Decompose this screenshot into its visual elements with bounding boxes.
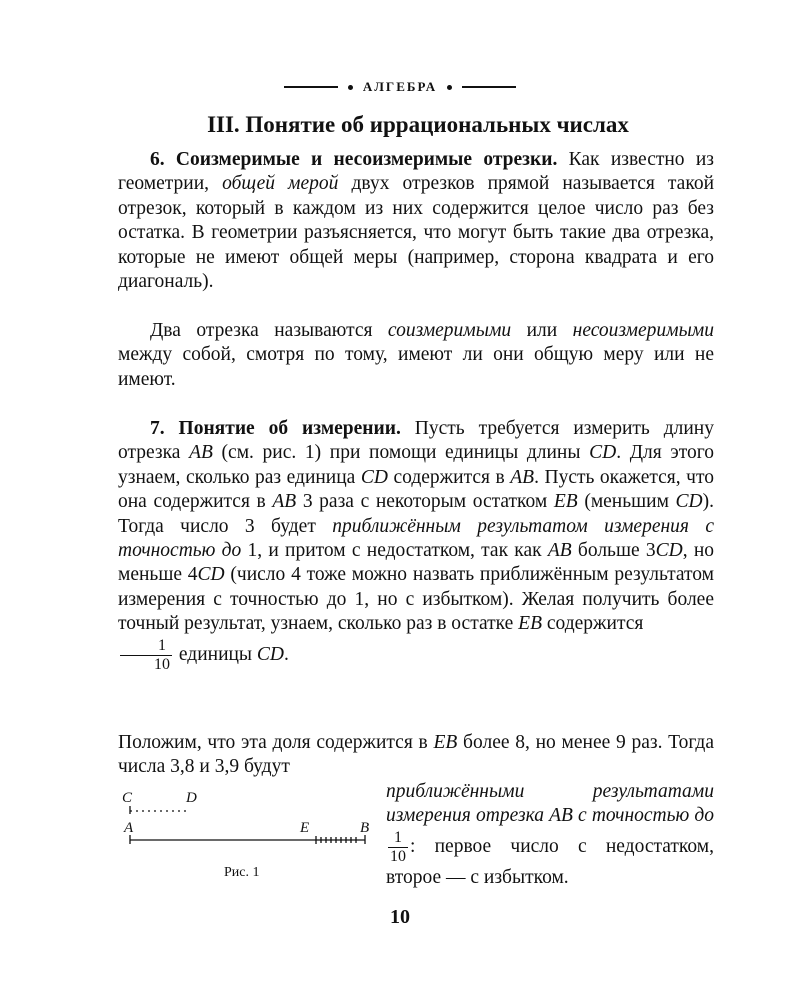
text-run: единицы [174, 643, 257, 665]
term-commensurable: соизмеримыми [387, 320, 512, 341]
text-run: более 8, но менее 9 раз. Тогда числа 3,8 и 3,9 будут [118, 732, 714, 778]
page-number: 10 [390, 906, 410, 928]
segment-cd: CD [256, 643, 285, 665]
text-run: двух отрезков прямой называется такой отрезок, который в каждом из них содержится целое число раз без остатка. В геометрии разъясняется, что могут быть такие два отрезка, которые не имеют общей меры (например, сторона квадрата и его диагональ). [118, 173, 715, 293]
running-head-dot-right [447, 85, 452, 90]
running-head-text: АЛГЕБРА [362, 79, 438, 94]
segment-ab: AB [189, 442, 213, 464]
segment-ab: AB [547, 540, 572, 562]
section7-paragraph2-wrap [386, 780, 714, 890]
text-run: . [284, 643, 289, 665]
fraction-one-tenth-2 [388, 829, 408, 866]
figure-label-c: C [122, 790, 133, 806]
fraction-numerator: 1 [158, 636, 166, 654]
text-run: 3 раза с некоторым остатком [296, 491, 554, 513]
text-run: между собой, смотря по тому, имеют ли они общую меру или не имеют. [118, 344, 714, 390]
text-run: или [511, 320, 573, 341]
text-run: Положим, что эта доля содержится в [118, 732, 434, 753]
fraction-one-tenth [120, 637, 172, 674]
text-run: 1, и притом с недостатком, так как [241, 540, 548, 562]
section7-paragraph1 [118, 417, 714, 674]
text-run: Как известно из геометрии, [118, 149, 714, 195]
segment-ab: AB [272, 491, 297, 513]
figure-1 [120, 790, 380, 890]
running-head [0, 76, 800, 98]
section6-paragraph2 [118, 319, 714, 392]
segment-eb: EB [553, 491, 578, 513]
figure-caption: Рис. 1 [224, 865, 260, 880]
segment-cd: CD [360, 466, 388, 488]
fraction-numerator: 1 [394, 828, 402, 846]
text-run: (см. рис. 1) при помощи единицы длины [212, 442, 590, 464]
chapter-title: III. Понятие об иррациональных числах [207, 112, 629, 137]
running-head-rule-right [462, 86, 516, 88]
text-run: Два отрезка называются [150, 320, 388, 341]
text-run: (меньшим [577, 491, 676, 513]
section7-paragraph2 [118, 731, 714, 780]
text-run: содержится [541, 613, 644, 635]
fraction-denominator: 10 [120, 655, 172, 674]
text-run: больше 3 [571, 540, 656, 562]
segment-cd: CD [589, 442, 617, 464]
text-run: (число 4 тоже можно назвать приближённым результатом измерения с точностью до 1, но с избытком). Желая получить более точный результат, узнаем, сколько раз в остатке [118, 564, 714, 635]
segment-cd: CD [675, 491, 703, 513]
segment-cd: CD [655, 540, 683, 562]
segment-eb: EB [518, 613, 542, 635]
term-common-measure: общей мерой [222, 173, 339, 195]
fraction-denominator: 10 [390, 847, 406, 865]
term-approximate-result: приближённым результатом измерения с точностью до [118, 515, 714, 562]
text-run: , но меньше 4 [118, 540, 715, 586]
text-run: ). Тогда число 3 будет [118, 491, 715, 537]
segment-eb: EB [433, 732, 458, 753]
section6-heading: 6. Соизмеримые и несоизмеримые отрезки. [150, 149, 558, 170]
figure-label-d: D [186, 790, 197, 806]
text-run: . Для этого узнаем, сколько раз единица [118, 442, 715, 488]
term-approximate-results: приближёнными результатами измерения отрезка AB с точностью до [386, 781, 714, 827]
section7-heading: 7. Понятие об измерении. [150, 418, 401, 439]
text-run: : первое число с недостатком, второе — с избытком. [386, 835, 714, 888]
figure-label-b: B [360, 820, 370, 836]
figure-label-a: A [124, 820, 134, 836]
text-run: Пусть требуется измерить длину отрезка [118, 418, 714, 464]
figure-1-drawing [120, 790, 380, 860]
text-run: . Пусть окажется, что она содержится в [118, 466, 714, 513]
segment-ab: AB [510, 466, 535, 488]
segment-cd: CD [197, 564, 225, 586]
running-head-rule-left [284, 86, 338, 88]
section6-paragraph1 [118, 148, 714, 294]
figure-label-e: E [300, 820, 310, 836]
running-head-dot-left [348, 85, 353, 90]
text-run: содержится в [387, 466, 511, 488]
term-incommensurable: несоизмеримыми [572, 320, 714, 341]
